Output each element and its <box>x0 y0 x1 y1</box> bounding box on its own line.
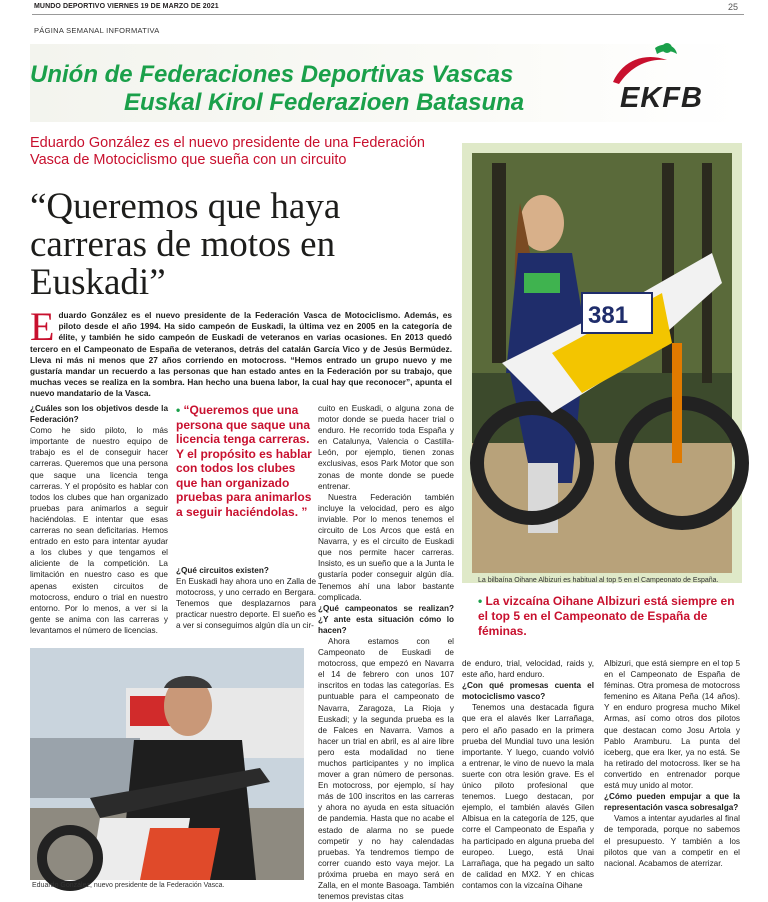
pullquote-left-text: “Queremos que una persona que saque una licencia tenga carreras. Y el propósito es hablar con todos los clubes que han organizado pruebas para animarlos a seguir haciéndolas. ” <box>176 403 312 519</box>
intro-text: duardo González es el nuevo presidente de la Federación Vasca de Motociclismo. Además, es piloto desde el año 1994. Ha sido campeón de Euskadi, la última vez en 2005 en la categoría de élite, y también he sido campeón de Euskadi de veteranos en varias ocasiones. En 2013 quedó tercero en el Campeonato de España de veteranos, detrás del catalán García Vico y de Jesús Bermúdez. Lleva ni más ni menos que 27 años corriendo en motocross. “Hemos entrado un grupo nuevo y me gustaría mandar un recuerdo a las personas que han estado antes en la Federación por su trabajo, que muchas veces se realiza en la sombra. Han hecho una buena labor, la cual hay que reconocer”, apunta el nuevo mandatario de la Vasca. <box>30 310 452 399</box>
col3-paragraph-2: Nuestra Federación también incluye la velocidad, pero es algo inviable. Por lo menos tenemos el circuito de Los Arcos que está en Navarra, y es el circuito de Euskadi que nos permite hacer carreras. Insisto, es un sueño que a la Junta le gustaría poder conseguir algún día. Tenemos ahí una labor bastante complicada. <box>318 492 454 602</box>
column-2 <box>176 565 316 632</box>
header-divider <box>32 14 744 15</box>
column-4 <box>462 658 594 891</box>
col4-paragraph-2: Tenemos una destacada figura que era el alavés Iker Larrañaga, pero el año pasado en la primera prueba del Mundial tuvo una lesión importante. Y luego, cuando volvió a entrenar, le vino de nuevo la mala suerte con otra lesión grave. Es el único piloto profesional que tenemos. Luego destacan, por ejemplo, el también alavés Gilen Albisua en la categoría de 125, que corre el Campeonato de España y ha participado en alguna prueba del europeo. Luego, está Unai Larrañaga, que ha pegado un salto de calidad en MX2. Y en chicas contamos con la vizcaína Oihane <box>462 703 594 890</box>
bullet-icon: • <box>478 594 486 608</box>
banner-title-eu: Euskal Kirol Federazioen Batasuna <box>124 89 525 116</box>
rider-photo-caption: La bilbaína Oihane Albizuri es habitual al top 5 en el Campeonato de España. <box>478 577 719 584</box>
col5-paragraph-1: Albizuri, que está siempre en el top 5 en el Campeonato de España de féminas. Otra promesa de motocross femenino es Aitana Peña (14 años). Y en enduro progresa mucho Mikel Armas, así como otros dos pilotos que destacan como Josu Artola y Pablo Aramburu. La punta del iceberg, que era Iker, ya no está. Se ha retirado del motocross. Iker se ha convertido en entrenador porque está muy unido al motor. <box>604 659 740 791</box>
ekfb-logo-icon <box>605 38 685 88</box>
pullquote-left <box>176 403 314 519</box>
article-intro <box>30 304 452 400</box>
rider-pullquote-text: La vizcaína Oihane Albizuri está siempre en el top 5 en el Campeonato de España de féminas. <box>478 594 735 638</box>
col4-paragraph-1: de enduro, trial, velocidad, raids y, este año, hard enduro. <box>462 659 594 680</box>
column-1 <box>30 403 168 636</box>
section-label: PÁGINA SEMANAL INFORMATIVA <box>34 26 160 35</box>
col3-paragraph-3: Ahora estamos con el Campeonato de Euskadi de motocross, que empezó en Navarra el 14 de febrero con unos 107 inscritos en todas las categorías. Es puntuable para el campeonato de Navarra, Zaragoza, La Rioja y Euskadi; y la segunda prueba es la de Falces en Navarra. Vamos a hacer un trial en abril, es al aire libre pero esta modalidad no tiene muchos participantes y no implica mover a gran número de personas. En motocross, por ejemplo, sí hay más de 100 inscritos en las carreras y ahora no ayuda en esta situación de pandemia. Hasta que no acabe el estado de alarma no se puede competir y no hay calendadas pruebas. Ya tendremos tiempo de correr cuando esto vaya mejor. La próxima prueba en mayo será en Zalla, en el monte Basoaga. También tenemos previstas citas <box>318 636 454 902</box>
bike-number-plate: 381 <box>588 302 629 329</box>
answer-objectives: Como he sido piloto, lo más importante de nuestro equipo de trabajo es el de conseguir hacer carreras. Queremos que una persona que saque una licencia tenga carreras. Y el propósito es hablar con todos los clubes que han organizado pruebas para animarlos a seguir haciéndolas. E intentar que esas carreras no sean deficitarias. Hemos entrado en esto para intentar ayudar a los clubes y que tengamos el aliciente de la competición. La limitación en nuestro caso es que apenas existen circuitos de motocross, enduro o trial en nuestro entorno. Por lo menos, a ver si la gente se anima con las carreras y levantamos el número de licencias. <box>30 426 168 635</box>
masthead: MUNDO DEPORTIVO VIERNES 19 DE MARZO DE 2021 <box>34 3 219 10</box>
question-championships: ¿Qué campeonatos se realizan? ¿Y ante esta situación cómo lo hacen? <box>318 603 454 635</box>
president-photo-caption: Eduardo González, nuevo presidente de la Federación Vasca. <box>32 882 225 889</box>
question-circuits: ¿Qué circuitos existen? <box>176 566 269 575</box>
ekfb-logo-text: EKFB <box>620 82 703 114</box>
president-photo <box>30 648 304 880</box>
rider-photo <box>462 143 742 583</box>
page-number: 25 <box>727 2 738 12</box>
article-headline: “Queremos que haya carreras de motos en Euskadi” <box>30 186 341 303</box>
bullet-icon: • <box>176 403 184 417</box>
col3-paragraph-1: cuito en Euskadi, o alguna zona de motor donde se pueda hacer trial o enduro. He recorrido toda España y en Catalunya, Valencia o Castilla-León, por ejemplo, tienen zonas exclusivas, esos Park Motor que son zonas de monte donde se puede entrenar. <box>318 404 454 491</box>
question-promises: ¿Con qué promesas cuenta el motociclismo vasco? <box>462 681 594 702</box>
drop-cap: E <box>30 304 55 349</box>
rider-pullquote <box>478 594 738 639</box>
question-objectives: ¿Cuáles son los objetivos desde la Federación? <box>30 404 168 425</box>
question-support: ¿Cómo pueden empujar a que la representación vasca sobresalga? <box>604 792 740 813</box>
answer-circuits: En Euskadi hay ahora uno en Zalla de motocross, y uno cerrado en Bergara. Tenemos que desplazarnos para practicar nuestro deporte. El sueño es a ver si conseguimos algún día un cir- <box>176 577 316 631</box>
banner-title-es: Unión de Federaciones Deportivas Vascas <box>30 61 514 88</box>
column-3 <box>318 403 454 902</box>
col5-paragraph-2: Vamos a intentar ayudarles al final de temporada, porque no sabemos el presupuesto. Y también a los pilotos que van a competir en el nacional. Acabamos de aterrizar. <box>604 814 740 868</box>
article-subhead: Eduardo González es el nuevo presidente de una Federación Vasca de Motociclismo que sueña con un circuito <box>30 135 425 168</box>
column-5 <box>604 658 740 869</box>
